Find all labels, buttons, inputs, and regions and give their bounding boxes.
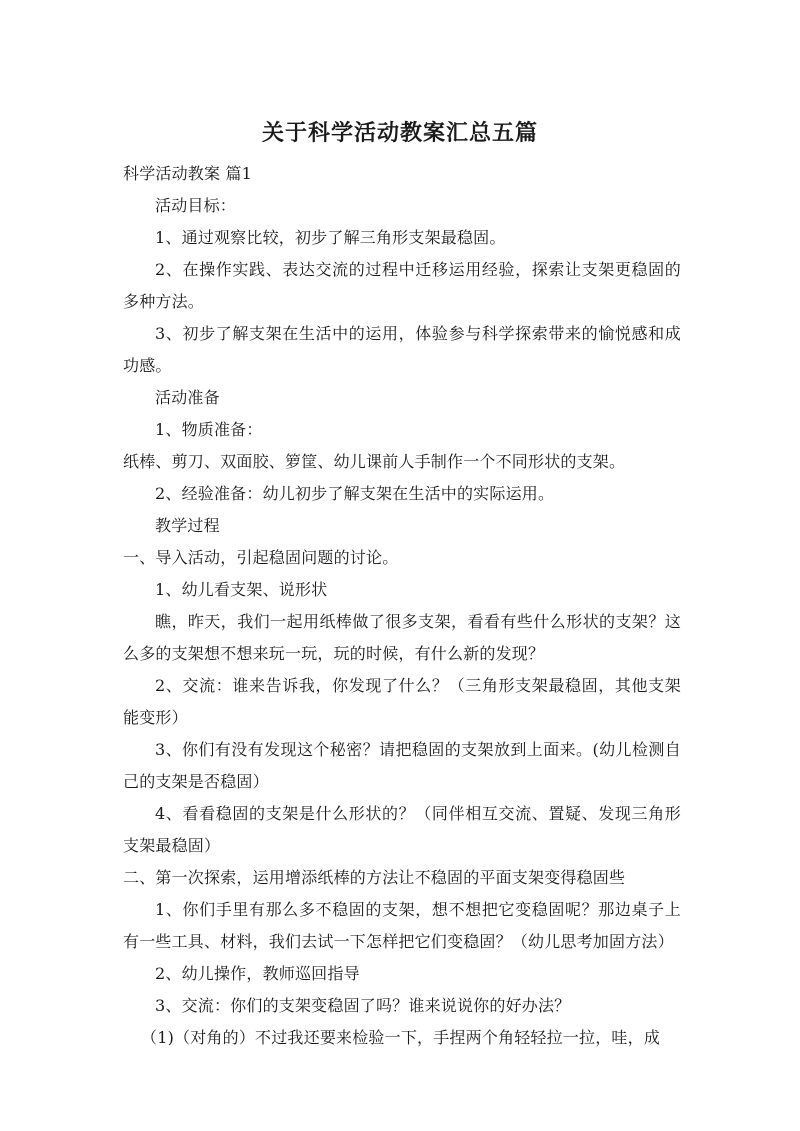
paragraph-step-1-1: 1、幼儿看支架、说形状 (155, 580, 328, 599)
paragraph-step-1-1-body: 瞧，昨天，我们一起用纸棒做了很多支架，看看有些什么形状的支架？这么多的支架想不想来玩一玩，玩的时候，有什么新的发现？ (123, 612, 681, 663)
paragraph-step-1-3: 3、你们有没有发现这个秘密？请把稳固的支架放到上面来。(幼儿检测自己的支架是否稳固） (123, 740, 681, 791)
paragraph-step-two: 二、第一次探索，运用增添纸棒的方法让不稳固的平面支架变得稳固些 (123, 868, 626, 887)
paragraph-preparation-heading: 活动准备 (155, 388, 220, 407)
paragraph-objective-2: 2、在操作实践、表达交流的过程中迁移运用经验，探索让支架更稳固的多种方法。 (123, 260, 681, 311)
document-body (123, 158, 681, 1054)
paragraph-material-prep: 1、物质准备： (155, 420, 263, 439)
section-heading: 科学活动教案 篇1 (123, 164, 253, 183)
paragraph-process-heading: 教学过程 (155, 516, 220, 535)
paragraph-step-1-4: 4、看看稳固的支架是什么形状的？（同伴相互交流、置疑、发现三角形支架最稳固） (123, 804, 681, 855)
paragraph-step-2-2: 2、幼儿操作，教师巡回指导 (155, 964, 360, 983)
paragraph-step-2-3-1: （1)（对角的）不过我还要来检验一下，手捏两个角轻轻拉一拉，哇，成 (141, 1028, 661, 1047)
paragraph-step-2-3: 3、交流：你们的支架变稳固了吗？谁来说说你的好办法？ (155, 996, 571, 1015)
paragraph-step-one: 一、导入活动，引起稳固问题的讨论。 (123, 548, 399, 567)
paragraph-step-2-1: 1、你们手里有那么多不稳固的支架，想不想把它变稳固呢？那边桌子上有一些工具、材料，我们去试一下怎样把它们变稳固？（幼儿思考加固方法） (123, 900, 681, 951)
paragraph-objectives-heading: 活动目标： (155, 196, 237, 215)
paragraph-step-1-2: 2、交流：谁来告诉我，你发现了什么？（三角形支架最稳固，其他支架能变形） (123, 676, 681, 727)
paragraph-objective-1: 1、通过观察比较，初步了解三角形支架最稳固。 (155, 228, 506, 247)
paragraph-material-list: 纸棒、剪刀、双面胶、箩筐、幼儿课前人手制作一个不同形状的支架。 (123, 452, 626, 471)
paragraph-experience-prep: 2、经验准备：幼儿初步了解支架在生活中的实际运用。 (155, 484, 555, 503)
paragraph-objective-3: 3、初步了解支架在生活中的运用，体验参与科学探索带来的愉悦感和成功感。 (123, 324, 681, 375)
document-title: 关于科学活动教案汇总五篇 (261, 121, 538, 146)
